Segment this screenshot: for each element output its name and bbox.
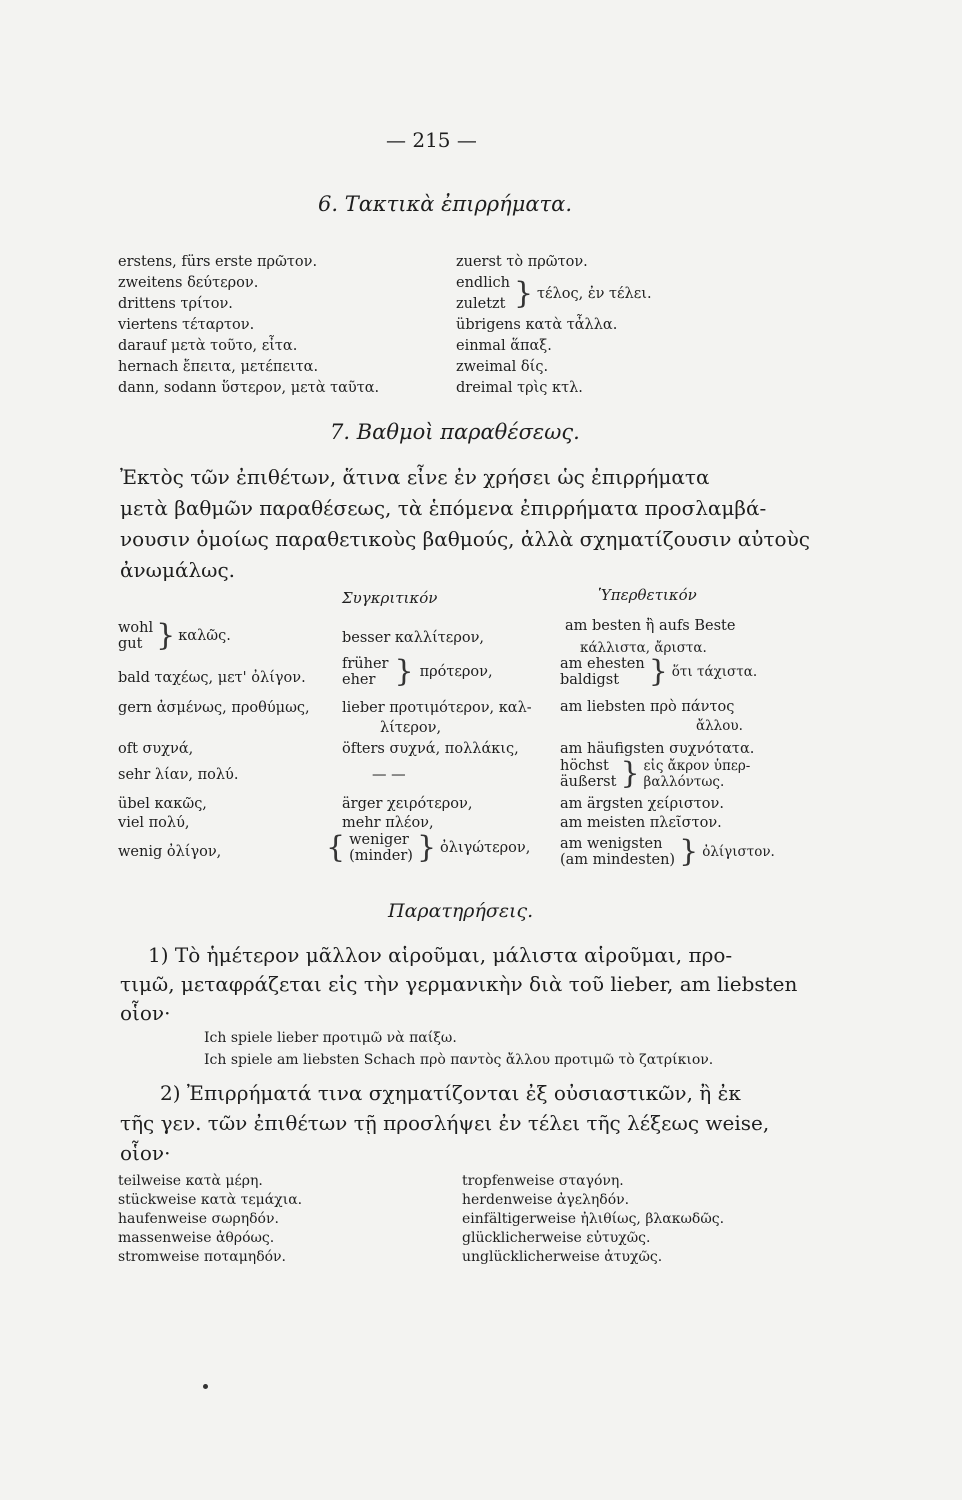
word: am wenigsten <box>560 836 663 852</box>
para-line: Ἐκτὸς τῶν ἐπιθέτων, ἅτινα εἶνε ἐν χρήσει ὡς ἐπιρρήματα <box>120 465 710 489</box>
table-row-4-superlative: am häufigsten συχνότατα. <box>560 741 755 757</box>
table-row-1-superlative-b: κάλλιστα, ἄριστα. <box>580 640 707 656</box>
weise-examples-left <box>118 1172 302 1267</box>
table-row-1-positive <box>118 620 231 652</box>
list-item: übrigens κατὰ τἆλλα. <box>456 317 618 333</box>
right-brace-icon: } <box>679 834 699 869</box>
right-brace-icon: } <box>156 618 176 653</box>
list-item: glücklicherweise εὐτυχῶς. <box>462 1230 651 1246</box>
table-row-3-comparative-a: lieber προτιμότερον, καλ- <box>342 700 532 716</box>
list-item: tropfenweise σταγόνη. <box>462 1173 624 1189</box>
remark-2-line-1: 2) Ἐπιρρήματά τινα σχηματίζονται ἐξ οὐσιαστικῶν, ἢ ἐκ <box>160 1081 741 1105</box>
weise-examples-right <box>462 1172 724 1267</box>
remark-1-line-3: οἷον· <box>120 1001 171 1025</box>
table-row-3-comparative-b: λίτερον, <box>380 720 442 736</box>
table-row-2-superlative <box>560 656 757 688</box>
greek: βαλλόντως. <box>643 774 725 790</box>
word: (minder) <box>349 848 413 864</box>
greek: καλῶς. <box>178 628 231 644</box>
word: höchst <box>560 758 609 774</box>
list-item: zuerst τὸ πρῶτον. <box>456 254 588 270</box>
table-row-4-comparative: öfters συχνά, πολλάκις, <box>342 741 519 757</box>
list-item: drittens τρίτον. <box>118 296 233 312</box>
table-row-2-comparative <box>342 656 493 688</box>
section-7-title: 7. Βαθμοὶ παραθέσεως. <box>330 420 580 444</box>
section-7-paragraph <box>120 462 810 586</box>
list-item: dreimal τρὶς κτλ. <box>456 380 583 396</box>
table-row-5-comparative: — — <box>372 767 406 783</box>
ink-dot <box>203 1384 208 1389</box>
word: äußerst <box>560 774 617 790</box>
column-header-superlative: Ὑπερθετικόν <box>598 586 697 604</box>
table-row-6-positive: übel κακῶς, <box>118 796 207 812</box>
para-line: μετὰ βαθμῶν παραθέσεως, τὰ ἑπόμενα ἐπιρρήματα προσλαμβά- <box>120 496 767 520</box>
list-item: viertens τέταρτον. <box>118 317 255 333</box>
remark-1-line-1: 1) Τὸ ἡμέτερον μᾶλλον αἱροῦμαι, μάλιστα αἱροῦμαι, προ- <box>148 943 733 967</box>
table-row-1-superlative-a: am besten ἢ aufs Beste <box>565 618 736 634</box>
table-row-7-superlative: am meisten πλεῖστον. <box>560 815 722 831</box>
remark-2-line-2: τῆς γεν. τῶν ἐπιθέτων τῇ προσλήψει ἐν τέλει τῆς λέξεως weise, <box>120 1111 770 1135</box>
brace-words <box>456 273 510 315</box>
table-row-3-superlative-b: ἄλλου. <box>696 718 743 734</box>
brace-greek: τέλος, ἐν τέλει. <box>537 285 652 302</box>
list-item: haufenweise σωρηδόν. <box>118 1211 279 1227</box>
word: baldigst <box>560 672 620 688</box>
remarks-title: Παρατηρήσεις. <box>388 900 534 922</box>
list-item: einfältigerweise ἠλιθίως, βλακωδῶς. <box>462 1211 725 1227</box>
table-row-6-superlative: am ärgsten χείριστον. <box>560 796 724 812</box>
table-row-3-positive: gern ἀσμένως, προθύμως, <box>118 700 310 716</box>
word: (am mindesten) <box>560 852 676 868</box>
right-brace-icon: } <box>648 654 668 689</box>
right-brace-icon: } <box>394 654 414 689</box>
example-2: Ich spiele am liebsten Schach πρὸ παντὸς ἄλλου προτιμῶ τὸ ζατρίκιον. <box>204 1052 714 1068</box>
table-row-8-positive: wenig ὀλίγον, <box>118 844 222 860</box>
greek: εἰς ἄκρον ὑπερ- <box>643 758 751 774</box>
table-row-7-positive: viel πολύ, <box>118 815 190 831</box>
section-6-left-list <box>118 252 379 399</box>
page-number: — 215 — <box>386 128 477 152</box>
table-row-4-positive: oft συχνά, <box>118 741 194 757</box>
right-brace-icon: } <box>416 830 437 865</box>
word: gut <box>118 636 143 652</box>
word: weniger <box>349 832 409 848</box>
list-item: zweimal δίς. <box>456 359 549 375</box>
left-brace-icon: { <box>326 830 346 865</box>
table-row-1-comparative: besser καλλίτερον, <box>342 630 484 646</box>
section-6-title: 6. Τακτικὰ ἐπιρρήματα. <box>318 192 573 216</box>
greek: πρότερον, <box>419 664 493 680</box>
example-1: Ich spiele lieber προτιμῶ νὰ παίξω. <box>204 1030 457 1046</box>
table-row-8-superlative <box>560 836 775 868</box>
list-item: hernach ἔπειτα, μετέπειτα. <box>118 359 319 375</box>
table-row-5-positive: sehr λίαν, πολύ. <box>118 767 239 783</box>
right-brace-icon: } <box>513 276 534 311</box>
greek: ὀλίγιστον. <box>702 844 775 860</box>
section-6-right-list <box>456 252 652 399</box>
word: wohl <box>118 620 154 636</box>
remark-1-line-2: τιμῶ, μεταφράζεται εἰς τὴν γερμανικὴν διὰ τοῦ lieber, am liebsten <box>120 972 798 996</box>
table-row-8-comparative <box>326 832 530 864</box>
table-row-5-superlative <box>560 758 750 790</box>
table-row-2-positive: bald ταχέως, μετ' ὀλίγον. <box>118 670 306 686</box>
list-item: stückweise κατὰ τεμάχια. <box>118 1192 303 1208</box>
table-row-7-comparative: mehr πλέον, <box>342 815 434 831</box>
list-item: unglücklicherweise ἀτυχῶς. <box>462 1249 663 1265</box>
list-item: erstens, fürs erste πρῶτον. <box>118 254 318 270</box>
para-line: ἀνωμάλως. <box>120 558 236 582</box>
greek: ὅτι τάχιστα. <box>671 664 758 680</box>
greek: ὀλιγώτερον, <box>440 840 531 856</box>
list-item: zweitens δεύτερον. <box>118 275 259 291</box>
right-brace-icon: } <box>620 756 640 791</box>
list-item: herdenweise ἀγεληδόν. <box>462 1192 630 1208</box>
list-item: massenweise ἀθρόως. <box>118 1230 275 1246</box>
table-row-6-comparative: ärger χειρότερον, <box>342 796 473 812</box>
para-line: νουσιν ὁμοίως παραθετικοὺς βαθμούς, ἀλλὰ σχηματίζουσιν αὐτοὺς <box>120 527 810 551</box>
list-item: dann, sodann ὕστερον, μετὰ ταῦτα. <box>118 380 380 396</box>
list-item: teilweise κατὰ μέρη. <box>118 1173 263 1189</box>
remark-2-line-3: οἷον· <box>120 1141 171 1165</box>
table-row-3-superlative-a: am liebsten πρὸ πάντος <box>560 699 735 715</box>
brace-group <box>456 273 652 315</box>
brace-word: zuletzt <box>456 296 506 312</box>
word: früher <box>342 656 389 672</box>
list-item: stromweise ποταμηδόν. <box>118 1249 287 1265</box>
list-item: einmal ἅπαξ. <box>456 338 552 354</box>
word: am ehesten <box>560 656 645 672</box>
list-item: darauf μετὰ τοῦτο, εἶτα. <box>118 338 298 354</box>
column-header-comparative: Συγκριτικόν <box>342 589 438 607</box>
word: eher <box>342 672 376 688</box>
brace-word: endlich <box>456 275 510 291</box>
